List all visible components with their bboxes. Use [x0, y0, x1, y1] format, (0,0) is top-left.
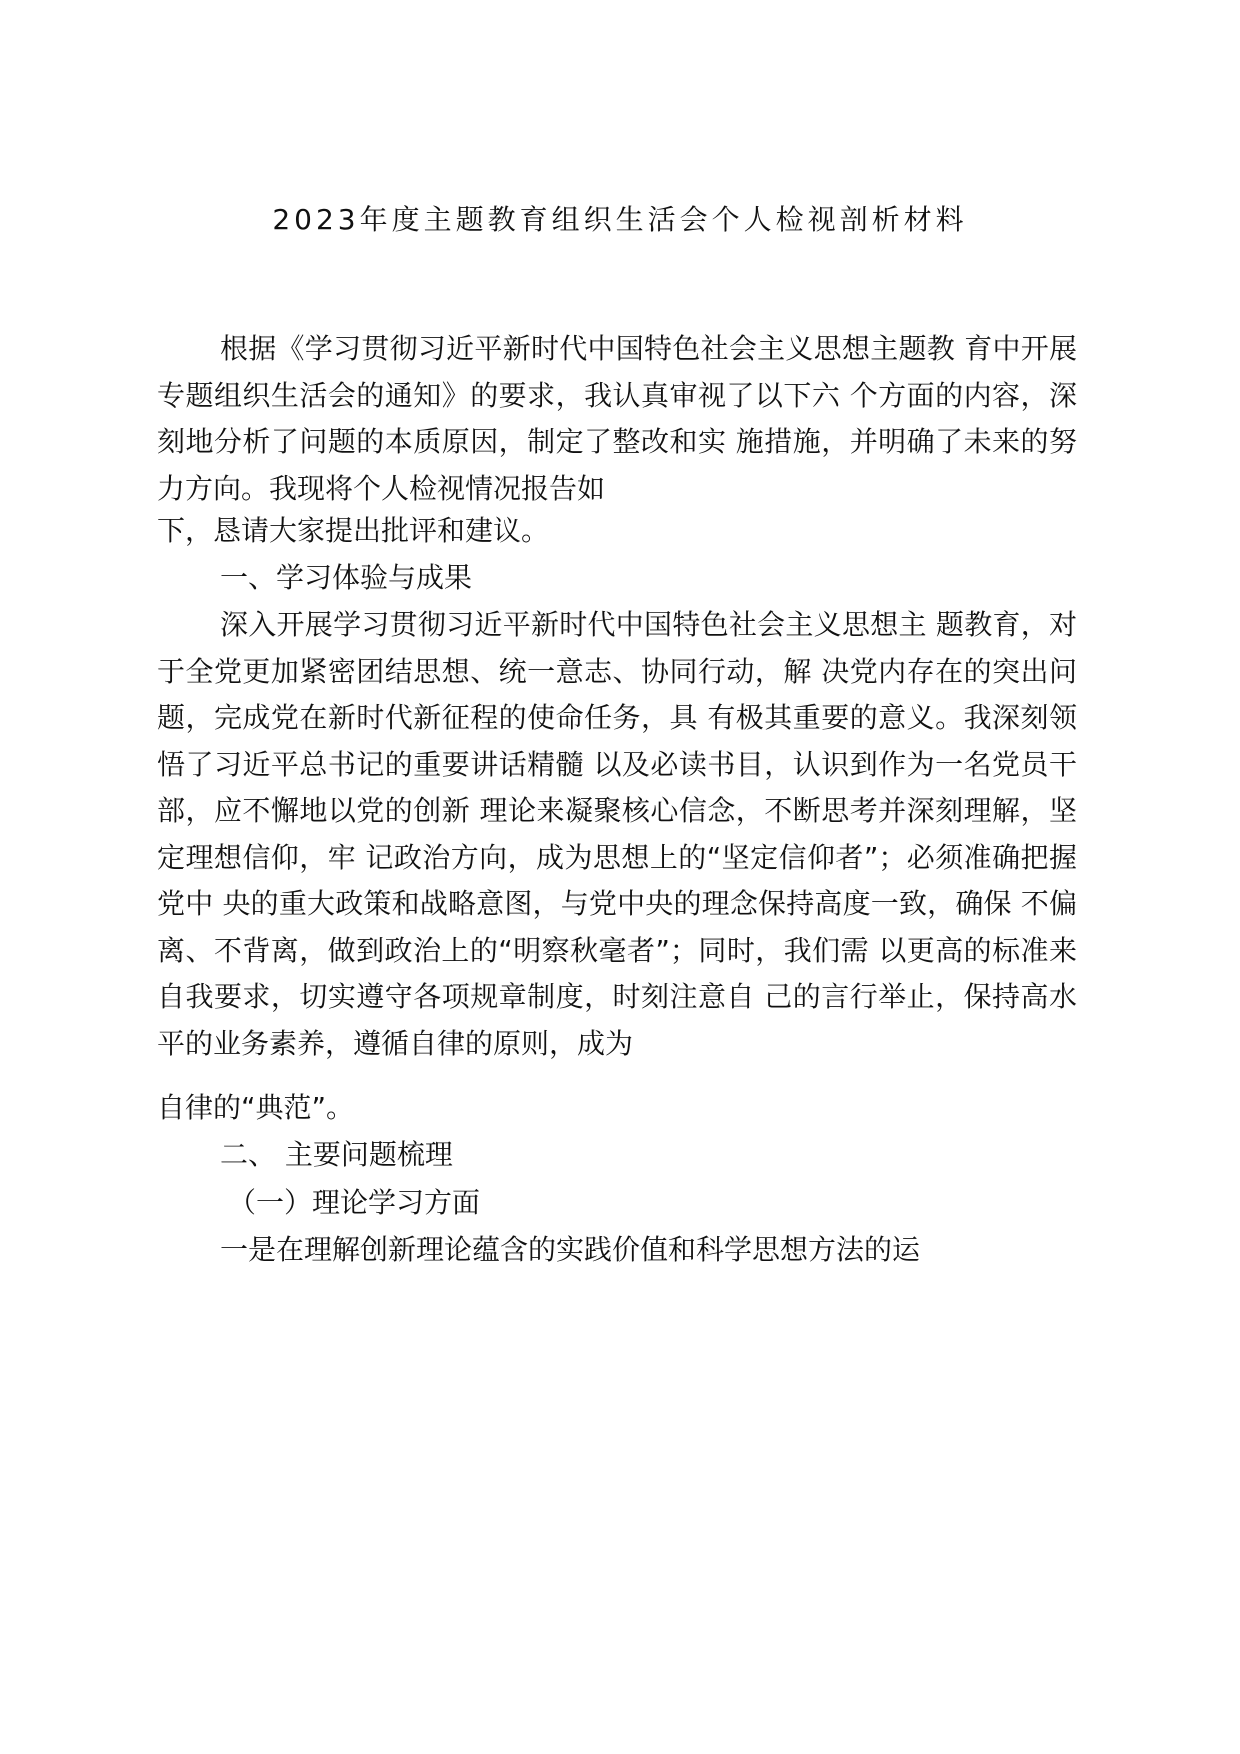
section1-continuation: 自律的“典范”。 — [157, 1091, 355, 1124]
section1-heading: 一、学习体验与成果 — [220, 561, 473, 594]
intro-continuation: 下，恳请大家提出批评和建议。 — [157, 514, 550, 547]
section1-paragraph: 深入开展学习贯彻习近平新时代中国特色社会主义思想主 题教育，对于全党更加紧密团结思想、统一意志、协同行动，解 决党内存在的突出问题，完成党在新时代新征程的使命任务，具 有极其重要的意义。我深刻领悟了习近平总书记的重要讲话精髓 以及必读书目，认识到作为一名党员干部，应不懈地以党的创新 理论来凝聚核心信念，不断思考并深刻理解，坚定理想信仰，牢 记政治方向，成为思想上的“坚定信仰者”；必须准确把握党中 央的重大政策和战略意图，与党中央的理念保持高度一致，确保 不偏离、不背离，做到政治上的“明察秋毫者”；同时，我们需 以更高的标准来自我要求，切实遵守各项规章制度，时刻注意自 己的言行举止，保持高水平的业务素养，遵循自律的原则，成为 — [157, 608, 1077, 1060]
subsection1-heading: （一）理论学习方面 — [228, 1186, 481, 1219]
section2-heading: 二、 主要问题梳理 — [220, 1138, 453, 1171]
document-title: 2023年度主题教育组织生活会个人检视剖析材料 — [272, 203, 968, 236]
subsection1-first-line: 一是在理解创新理论蕴含的实践价值和科学思想方法的运 — [220, 1233, 921, 1266]
intro-paragraph: 根据《学习贯彻习近平新时代中国特色社会主义思想主题教 育中开展专题组织生活会的通知》的要求，我认真审视了以下六 个方面的内容，深刻地分析了问题的本质原因，制定了整改和实 施措施，并明确了未来的努力方向。我现将个人检视情况报告如 — [157, 332, 1077, 505]
